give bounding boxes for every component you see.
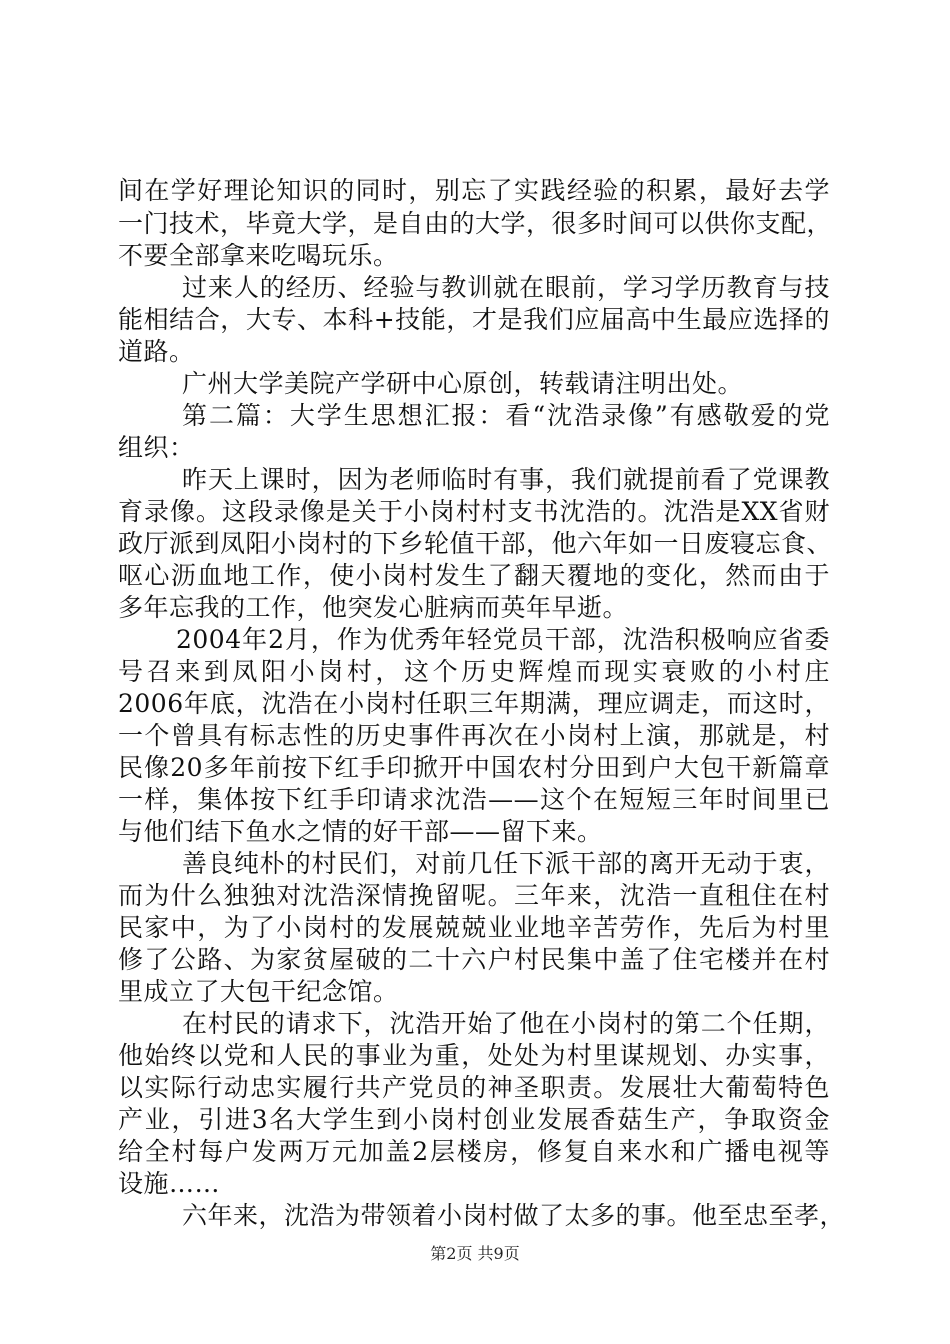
text-line: 一门技术，毕竟大学，是自由的大学，很多时间可以供你支配， <box>118 209 833 238</box>
text-line: 产业，引进3名大学生到小岗村创业发展香菇生产，争取资金 <box>118 1105 830 1134</box>
text-line: 他始终以党和人民的事业为重，处处为村里谋规划、办实事， <box>118 1041 830 1070</box>
section-heading: 第二篇：大学生思想汇报：看“沈浩录像”有感敬爱的党 <box>182 401 830 430</box>
text-line: 多年忘我的工作，他突发心脏病而英年早逝。 <box>118 593 629 622</box>
text-line: 民家中，为了小岗村的发展兢兢业业地辛苦劳作，先后为村里 <box>118 913 830 942</box>
text-line: 而为什么独独对沈浩深情挽留呢。三年来，沈浩一直租住在村 <box>118 881 830 910</box>
text-line: 政厅派到凤阳小岗村的下乡轮值干部，他六年如一日废寝忘食、 <box>118 529 833 558</box>
paragraph-first-line: 2004年2月，作为优秀年轻党员干部，沈浩积极响应省委 <box>176 625 830 654</box>
text-line: 民像20多年前按下红手印掀开中国农村分田到户大包干新篇章 <box>118 753 830 782</box>
paragraph-first-line: 昨天上课时，因为老师临时有事，我们就提前看了党课教 <box>182 465 830 494</box>
paragraph-first-line: 善良纯朴的村民们，对前几任下派干部的离开无动于衷， <box>182 849 830 878</box>
source-note: 广州大学美院产学研中心原创，转载请注明出处。 <box>182 369 744 398</box>
text-line: 不要全部拿来吃喝玩乐。 <box>118 241 399 270</box>
text-line: 号召来到凤阳小岗村，这个历史辉煌而现实衰败的小村庄 <box>118 657 830 686</box>
paragraph-first-line: 六年来，沈浩为带领着小岗村做了太多的事。他至忠至孝， <box>182 1201 846 1230</box>
paragraph-first-line: 在村民的请求下，沈浩开始了他在小岗村的第二个任期， <box>182 1009 830 1038</box>
text-line: 间在学好理论知识的同时，别忘了实践经验的积累，最好去学 <box>118 176 830 205</box>
text-line: 2006年底，沈浩在小岗村任职三年期满，理应调走，而这时， <box>118 689 830 718</box>
section-heading-continued: 组织： <box>118 433 195 462</box>
paragraph-first-line: 过来人的经历、经验与教训就在眼前，学习学历教育与技 <box>182 273 830 302</box>
text-line: 里成立了大包干纪念馆。 <box>118 977 399 1006</box>
text-line: 给全村每户发两万元加盖2层楼房，修复自来水和广播电视等 <box>118 1137 830 1166</box>
text-line: 设施…… <box>118 1169 221 1198</box>
text-line: 道路。 <box>118 337 195 366</box>
text-line: 呕心沥血地工作，使小岗村发生了翻天覆地的变化，然而由于 <box>118 561 830 590</box>
text-line: 与他们结下鱼水之情的好干部——留下来。 <box>118 817 603 846</box>
text-line: 以实际行动忠实履行共产党员的神圣职责。发展壮大葡萄特色 <box>118 1073 830 1102</box>
text-line: 育录像。这段录像是关于小岗村村支书沈浩的。沈浩是XX省财 <box>118 497 830 526</box>
page-footer: 第2页 共9页 <box>430 1244 520 1263</box>
text-line: 一个曾具有标志性的历史事件再次在小岗村上演，那就是，村 <box>118 721 830 750</box>
text-line: 一样，集体按下红手印请求沈浩——这个在短短三年时间里已 <box>118 785 830 814</box>
text-line: 修了公路、为家贫屋破的二十六户村民集中盖了住宅楼并在村 <box>118 945 830 974</box>
text-line: 能相结合，大专、本科+技能，才是我们应届高中生最应选择的 <box>118 305 830 334</box>
